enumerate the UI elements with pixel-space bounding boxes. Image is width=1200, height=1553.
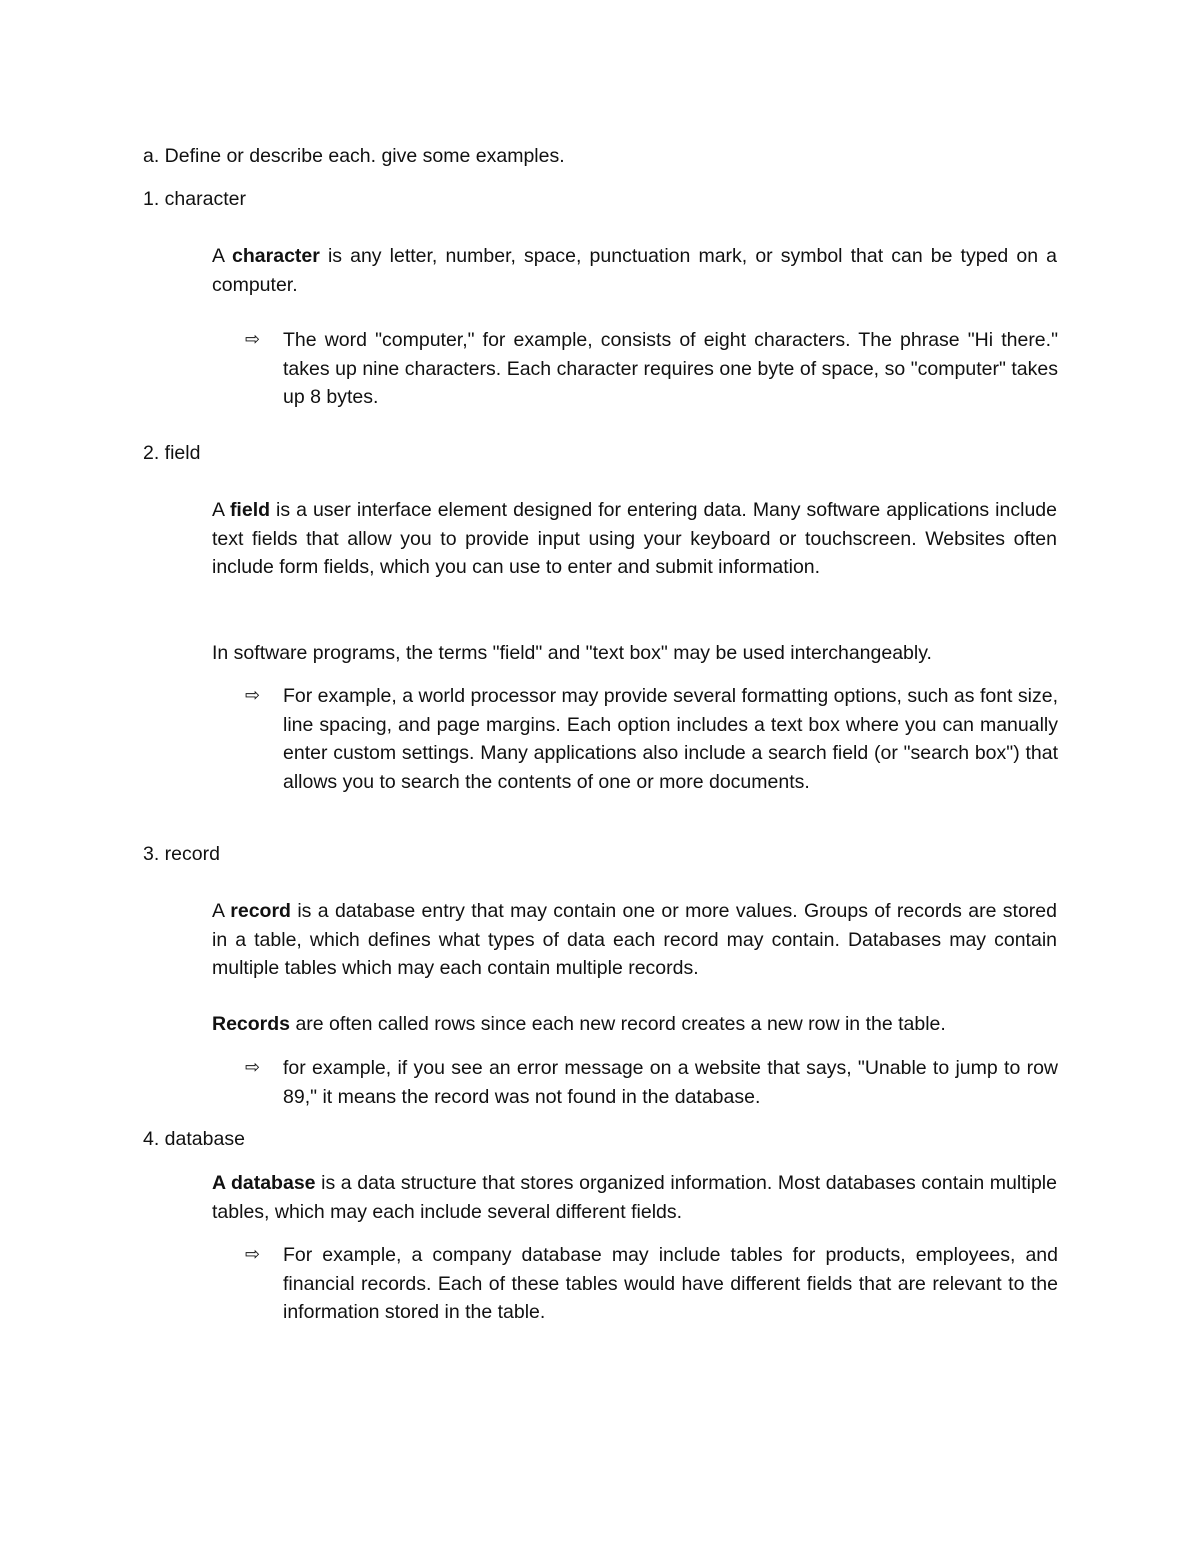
section-heading-database: 4. database xyxy=(143,1128,245,1150)
right-arrow-icon: ⇨ xyxy=(245,685,261,706)
note-record: Records are often called rows since each new record creates a new row in the table. xyxy=(212,1013,946,1035)
example-field: ⇨ For example, a world processor may provide several formatting options, such as font size, line spacing, and page margins. Each option includes a text box where you can manually enter custom settings. Many applications also include a search field (or "search box") that allows you to search the contents of one or more documents. xyxy=(212,682,1058,796)
assignment-prompt: a. Define or describe each. give some examples. xyxy=(143,145,565,167)
section-heading-character: 1. character xyxy=(143,188,246,210)
term-field: field xyxy=(229,499,271,521)
right-arrow-icon: ⇨ xyxy=(245,1244,261,1265)
right-arrow-icon: ⇨ xyxy=(245,329,261,350)
term-record: record xyxy=(230,900,291,922)
term-records: Records xyxy=(212,1013,291,1035)
section-heading-field: 2. field xyxy=(143,442,201,464)
note-field: In software programs, the terms "field" and "text box" may be used interchangeably. xyxy=(212,642,932,664)
term-database: A database xyxy=(212,1172,316,1194)
definition-record: A record is a database entry that may contain one or more values. Groups of records are stored in a table, which defines what types of data each record may contain. Databases may contain multiple tables which may each contain multiple records. xyxy=(212,900,1057,980)
example-database: ⇨ For example, a company database may include tables for products, employees, and financial records. Each of these tables would have different fields that are relevant to the information stored in the table. xyxy=(212,1241,1058,1327)
section-heading-record: 3. record xyxy=(143,843,220,865)
example-character: ⇨ The word "computer," for example, consists of eight characters. The phrase "Hi there." takes up nine characters. Each character requires one byte of space, so "computer" takes up 8 bytes. xyxy=(212,326,1058,412)
definition-character: A character is any letter, number, space, punctuation mark, or symbol that can be typed on a computer. xyxy=(212,245,1057,296)
right-arrow-icon: ⇨ xyxy=(245,1057,261,1078)
example-record: ⇨ for example, if you see an error message on a website that says, "Unable to jump to row 89," it means the record was not found in the database. xyxy=(212,1054,1058,1111)
definition-database: A database is a data structure that stores organized information. Most databases contain multiple tables, which may each include several different fields. xyxy=(212,1172,1057,1223)
definition-field: A field is a user interface element designed for entering data. Many software applications include text fields that allow you to provide input using your keyboard or touchscreen. Websites often include form fields, which you can use to enter and submit information. xyxy=(212,499,1057,579)
term-character: character xyxy=(232,245,320,267)
